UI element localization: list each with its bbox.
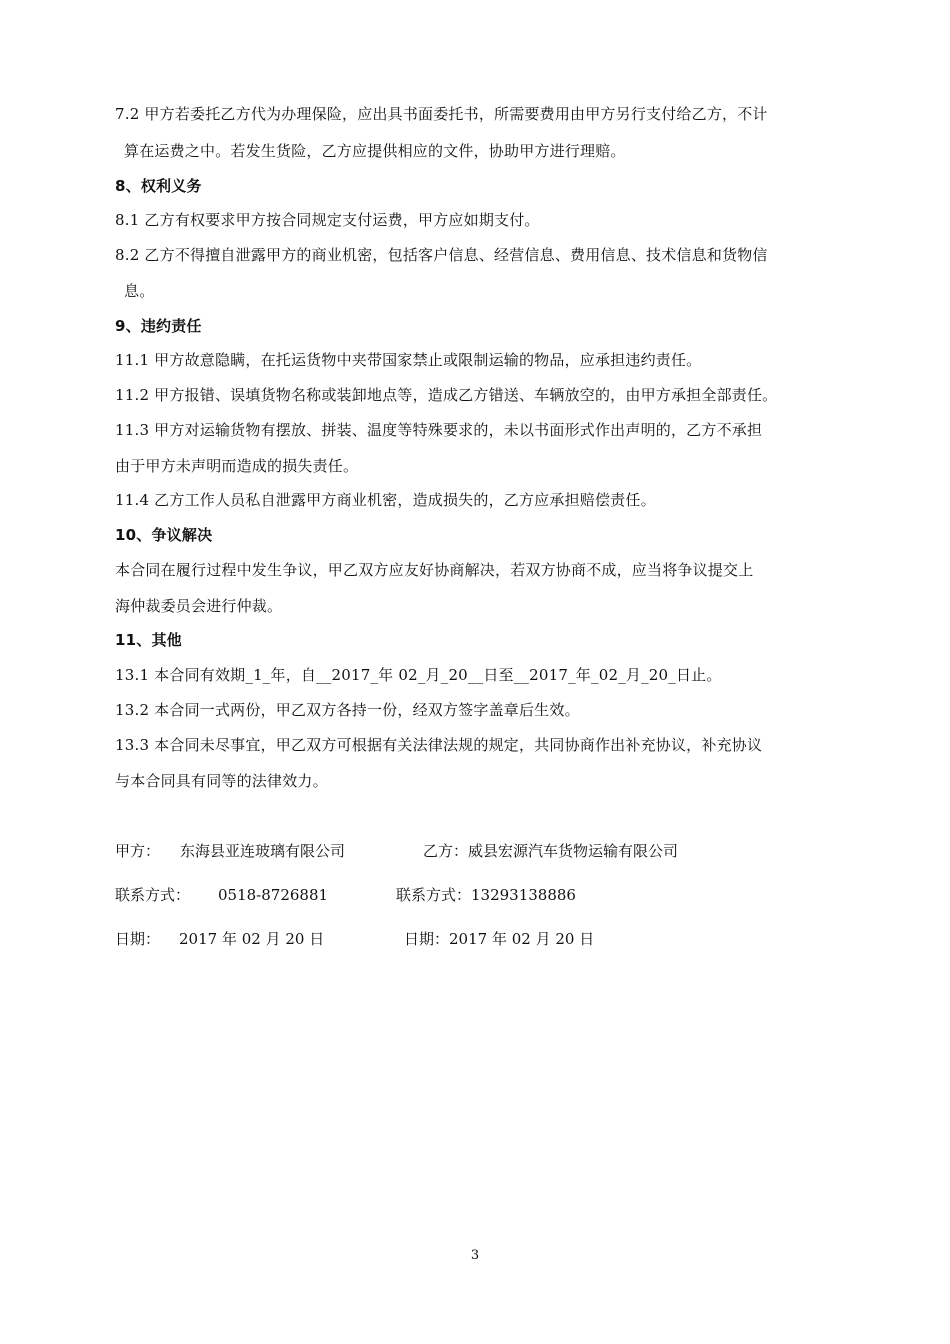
heading-section-10: 10、争议解决 — [115, 526, 213, 544]
date-b: 日期：2017 年 02 月 20 日 — [404, 930, 595, 948]
date-a-label: 日期： — [115, 930, 161, 948]
clause-13-3-line-2: 与本合同具有同等的法律效力。 — [115, 772, 328, 790]
clause-8-2-line-2: 息。 — [124, 282, 155, 300]
clause-10-line-2: 海仲裁委员会进行仲裁。 — [115, 597, 283, 615]
party-a-name: 东海县亚连玻璃有限公司 — [180, 842, 346, 860]
clause-13-2: 13.2 本合同一式两份，甲乙双方各持一份，经双方签字盖章后生效。 — [115, 701, 580, 719]
clause-11-3-line-2: 由于甲方未声明而造成的损失责任。 — [115, 457, 359, 475]
contact-a-label: 联系方式： — [115, 886, 191, 904]
clause-8-1: 8.1 乙方有权要求甲方按合同规定支付运费，甲方应如期支付。 — [115, 211, 540, 229]
clause-8-2-line-1: 8.2 乙方不得擅自泄露甲方的商业机密，包括客户信息、经营信息、费用信息、技术信息和货物信 — [115, 246, 768, 264]
heading-section-9: 9、违约责任 — [115, 317, 202, 335]
clause-11-3-line-1: 11.3 甲方对运输货物有摆放、拼装、温度等特殊要求的，未以书面形式作出声明的，乙方不承担 — [115, 421, 763, 439]
date-a-value: 2017 年 02 月 20 日 — [179, 930, 325, 948]
clause-7-2-line-1: 7.2 甲方若委托乙方代为办理保险，应出具书面委托书，所需要费用由甲方另行支付给乙方，不计 — [115, 105, 768, 123]
heading-section-11: 11、其他 — [115, 631, 182, 649]
party-b: 乙方：威县宏源汽车货物运输有限公司 — [423, 842, 679, 860]
clause-11-1: 11.1 甲方故意隐瞒，在托运货物中夹带国家禁止或限制运输的物品，应承担违约责任。 — [115, 351, 702, 369]
clause-11-4: 11.4 乙方工作人员私自泄露甲方商业机密，造成损失的，乙方应承担赔偿责任。 — [115, 491, 656, 509]
page-number: 3 — [470, 1248, 480, 1263]
clause-13-3-line-1: 13.3 本合同未尽事宜，甲乙双方可根据有关法律法规的规定，共同协商作出补充协议，补充协议 — [115, 736, 763, 754]
clause-7-2-line-2: 算在运费之中。若发生货险，乙方应提供相应的文件，协助甲方进行理赔。 — [124, 142, 626, 160]
heading-section-8: 8、权利义务 — [115, 177, 202, 195]
party-a-label: 甲方： — [115, 842, 161, 860]
contact-a-value: 0518-8726881 — [218, 886, 329, 904]
clause-11-2: 11.2 甲方报错、误填货物名称或装卸地点等，造成乙方错送、车辆放空的，由甲方承担全部责任。 — [115, 386, 778, 404]
clause-10-line-1: 本合同在履行过程中发生争议，甲乙双方应友好协商解决，若双方协商不成，应当将争议提交上 — [115, 561, 754, 579]
contact-b: 联系方式：13293138886 — [396, 886, 576, 904]
clause-13-1: 13.1 本合同有效期_1_年，自__2017_年 02_月_20__日至__2017_年_02_月_20_日止。 — [115, 666, 722, 684]
